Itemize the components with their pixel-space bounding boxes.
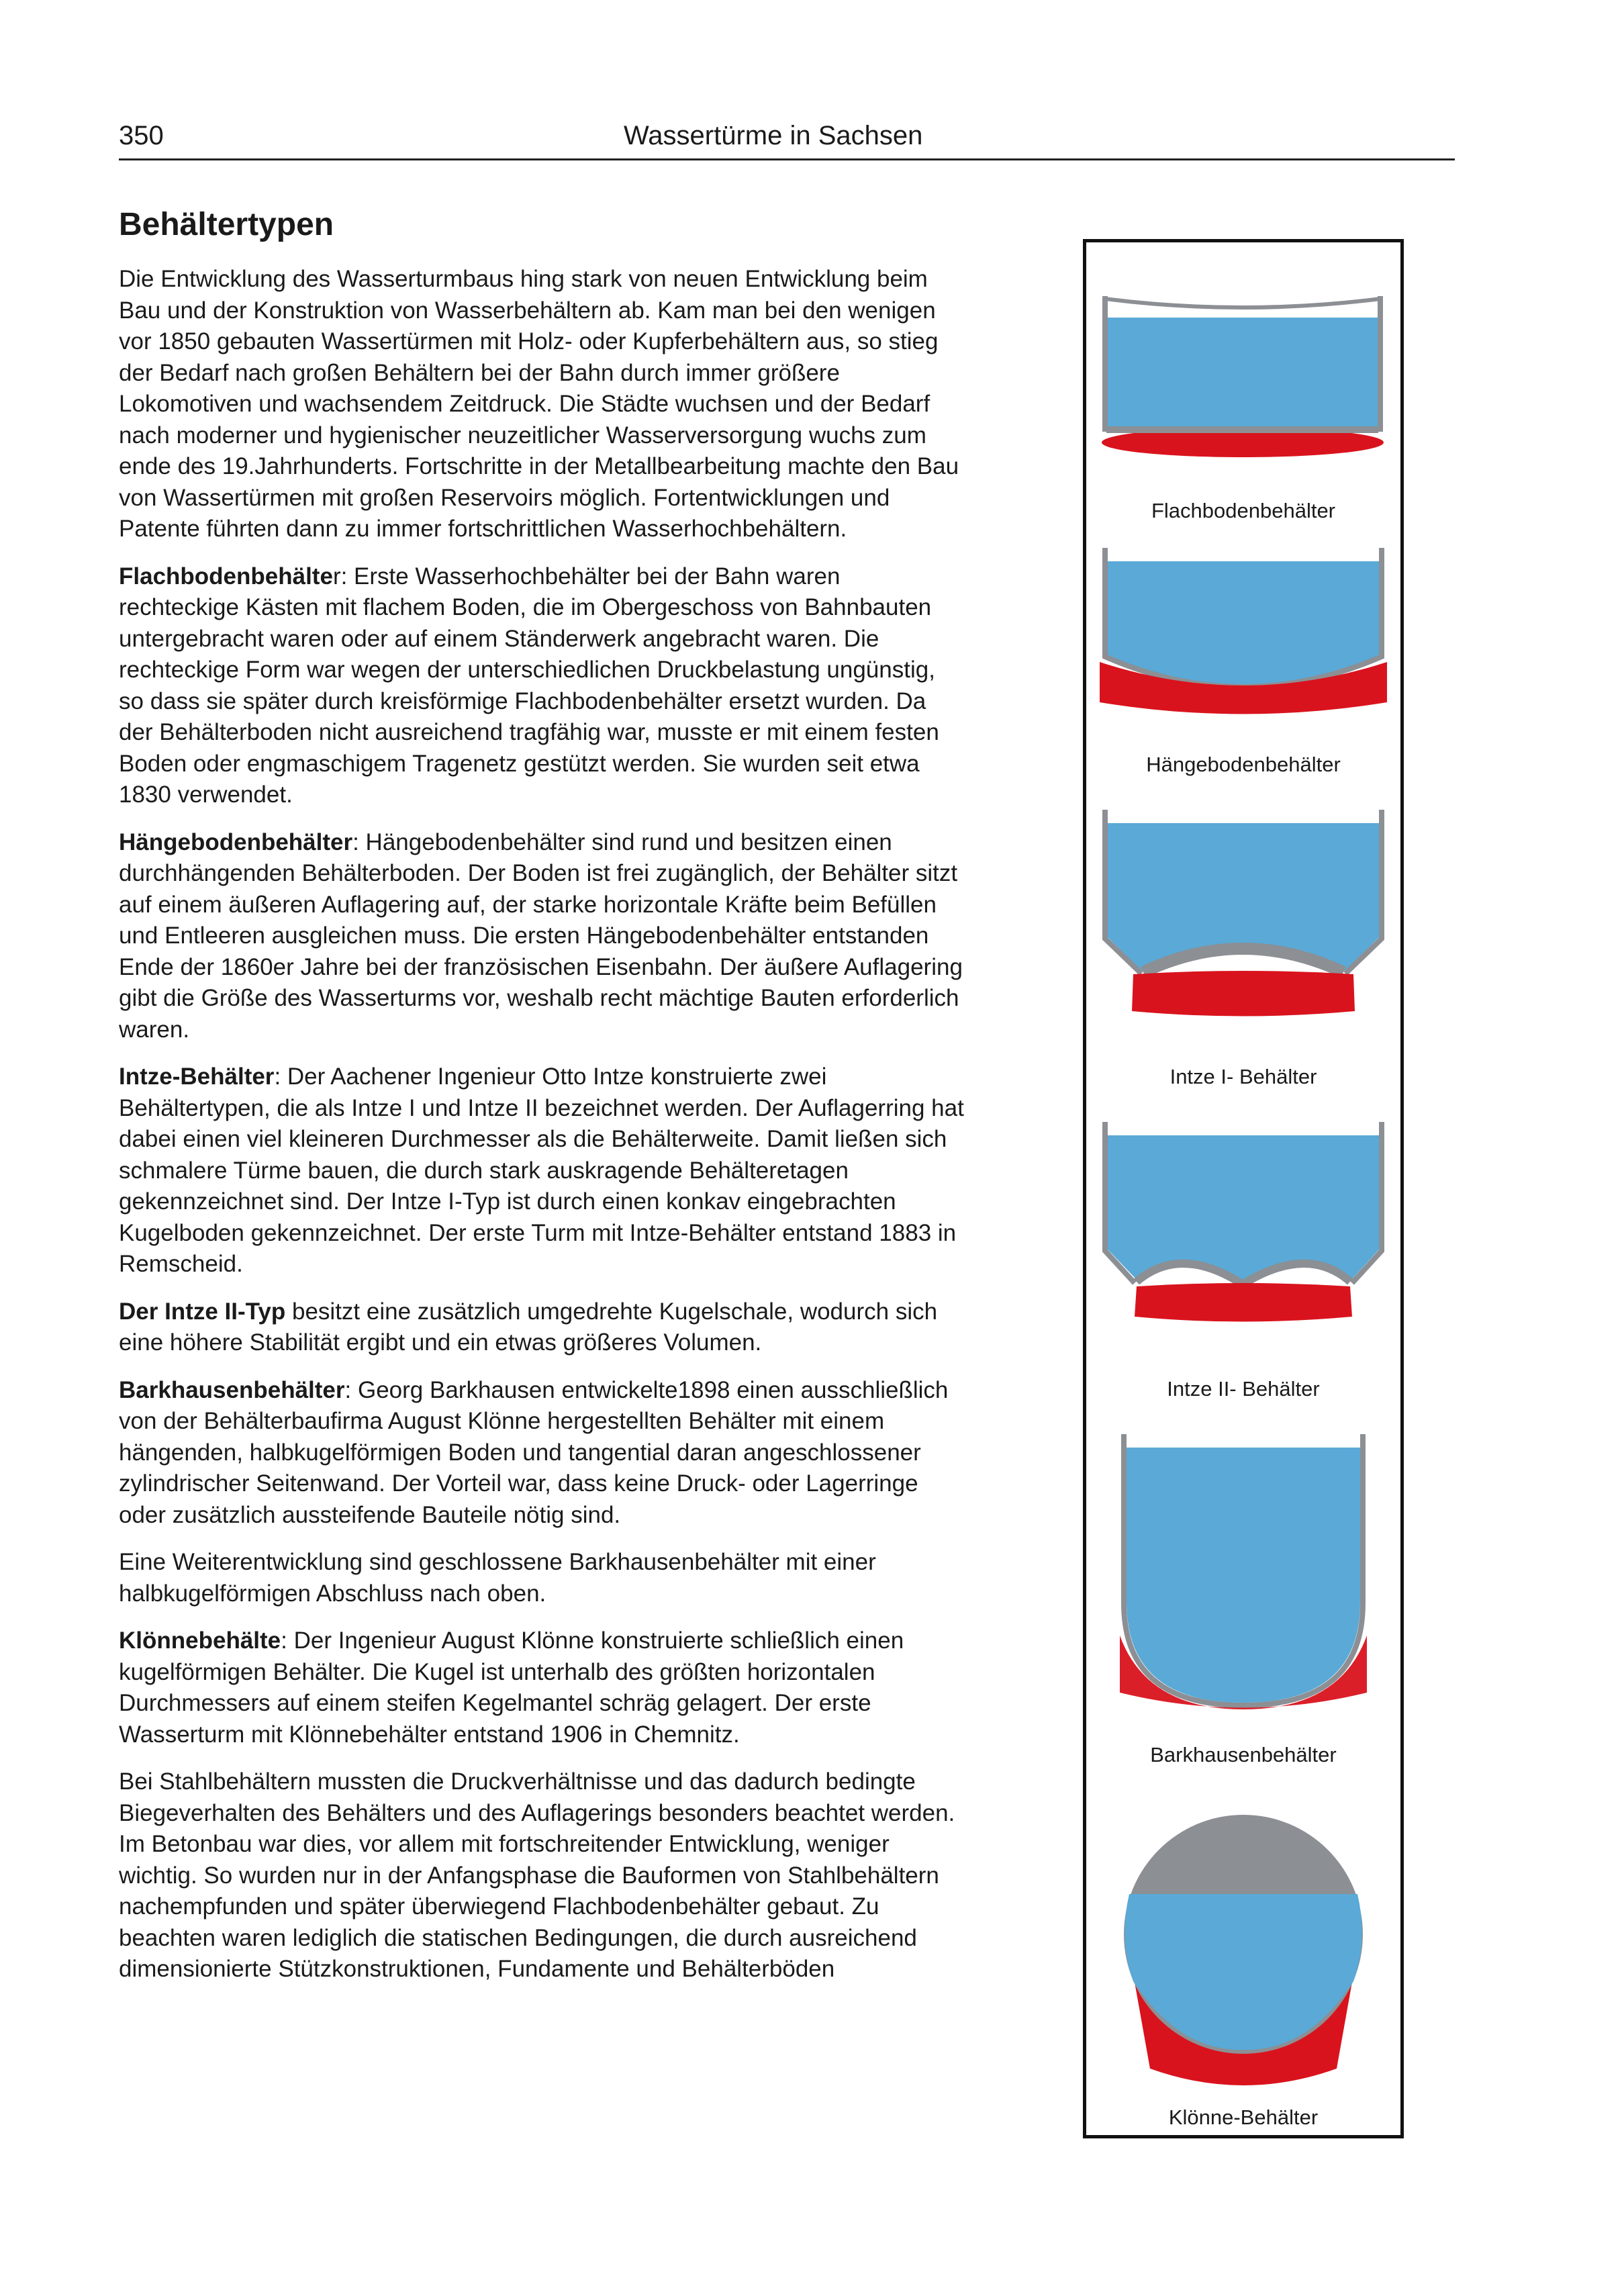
- section-title: Behältertypen: [119, 207, 334, 242]
- caption-intze1: Intze I- Behälter: [1169, 1065, 1317, 1088]
- intze-term: Intze-Behälter: [119, 1063, 275, 1090]
- intze1-diagram: [1086, 803, 1400, 1025]
- intze1-ring: [1132, 971, 1355, 1016]
- barkhausen-text-2: Eine Weiterentwicklung sind geschlossene Barkhausenbehälter mit einer halbkugelförmigen Abschluss nach oben.: [119, 1549, 876, 1607]
- kloenne-diagram: [1086, 1787, 1400, 2102]
- closing-paragraph: [119, 1766, 965, 1985]
- intze-text: : Der Aachener Ingenieur Otto Intze konstruierte zwei Behältertypen, die als Intze I und Intze II bezeichnet werden. Der Auflagerring hat dabei einen viel kleineren Durchmesser als die Behälterweite. Damit ließen sich schmalere Türme bauen, die durch stark auskragende Behälteretagen gekennzeichnet sind. Der Intze I-Typ ist durch einen konkav eingebrachten Kugelboden gekennzeichnet. Der erste Turm mit Intze-Behälter entstand 1883 in Remscheid.: [119, 1063, 964, 1277]
- intze2-term: Der Intze II-Typ: [119, 1298, 286, 1325]
- closing-text: Bei Stahlbehältern mussten die Druckverhältnisse und das dadurch bedingte Biegeverhalten des Behälters und des Auflagerings besonders beachtet werden. Im Betonbau war dies, vor allem mit fortschreitender Entwicklung, weniger wichtig. So wurden nur in der Anfangsphase die Bauformen von Stahlbehältern nachempfunden und später überwiegend Flachbodenbehälter gebaut. Zu beachten waren lediglich die statischen Bedingungen, die durch ausreichend dimensionierte Stützkonstruktionen, Fundamente und Behälterböden: [119, 1768, 955, 1982]
- intze-paragraph: [119, 1061, 965, 1280]
- flachboden-term: Flachbodenbehälte: [119, 563, 333, 589]
- page-header: [119, 118, 1455, 160]
- barkhausen-term: Barkhausenbehälter: [119, 1376, 345, 1403]
- intze2-ring: [1135, 1283, 1352, 1322]
- flachboden-diagram: [1086, 289, 1400, 464]
- intze2-water: [1108, 1135, 1379, 1283]
- flachboden-paragraph: [119, 561, 965, 811]
- kloenne-text: : Der Ingenieur August Klönne konstruierte schließlich einen kugelförmigen Behälter. Die Kugel ist unterhalb des größten horizontalen Durchmessers auf einem steifen Kegelmantel schräg gelagert. Der erste Wasserturm mit Klönnebehälter entstand 1906 in Chemnitz.: [119, 1627, 904, 1748]
- haengeboden-diagram: [1086, 541, 1400, 722]
- haenge-water: [1106, 561, 1380, 685]
- bark-water: [1127, 1448, 1360, 1703]
- intze2-text: besitzt eine zusätzlich umgedrehte Kugelschale, wodurch sich eine höhere Stabilität ergibt und ein etwas größeres Volumen.: [119, 1298, 938, 1356]
- barkhausen-paragraph: [119, 1375, 965, 1531]
- main-text-column: [119, 205, 965, 2001]
- caption-intze2: Intze II- Behälter: [1167, 1377, 1320, 1401]
- intze2-paragraph: [119, 1296, 965, 1359]
- flach-rim: [1105, 299, 1380, 308]
- barkhausen-paragraph-2: [119, 1547, 965, 1609]
- page-number: 350: [119, 121, 164, 150]
- kloenne-paragraph: [119, 1625, 965, 1750]
- tank-types-figure: [1083, 239, 1404, 2138]
- kloenne-term: Klönnebehälte: [119, 1627, 281, 1654]
- flachboden-text: r: Erste Wasserhochbehälter bei der Bahn waren rechteckige Kästen mit flachem Boden, die im Obergeschoss von Bahnbauten untergebracht waren oder auf einem Ständerwerk angebracht waren. Die rechteckige Form war wegen der unterschiedlichen Druckbelastung ungünstig, so dass sie später durch kreisförmige Flachbodenbehälter ersetzt wurden. Da der Behälterboden nicht ausreichend tragfähig war, musste er mit einem festen Boden oder engmaschigem Tragenetz gestützt werden. Sie wurden seit etwa 1830 verwendet.: [119, 563, 939, 808]
- barkhausen-diagram: [1086, 1427, 1400, 1716]
- flach-floor: [1106, 426, 1378, 433]
- flach-water: [1106, 318, 1378, 430]
- haengeboden-paragraph: [119, 827, 965, 1046]
- intze2-diagram: [1086, 1115, 1400, 1330]
- caption-haengeboden: Hängebodenbehälter: [1146, 753, 1341, 776]
- running-title: Wassertürme in Sachsen: [624, 121, 923, 150]
- intro-paragraph: [119, 264, 965, 545]
- caption-flachboden: Flachbodenbehälter: [1151, 499, 1336, 522]
- intro-text: Die Entwicklung des Wasserturmbaus hing stark von neuen Entwicklung beim Bau und der Konstruktion von Wasserbehältern ab. Kam man bei den wenigen vor 1850 gebauten Wassertürmen mit Holz- oder Kupferbehältern aus, so stieg der Bedarf nach großen Behältern bei der Bahn durch immer größere Lokomotiven und wachsendem Zeitdruck. Die Städte wuchsen und der Bedarf nach moderner und hygienischer neuzeitlicher Wasserversorgung wuchs zum ende des 19.Jahrhunderts. Fortschritte in der Metallbearbeitung machte den Bau von Wassertürmen mit großen Reservoirs möglich. Fortentwicklungen und Patente führten dann zu immer fortschrittlichen Wasserhochbehältern.: [119, 266, 959, 542]
- haengeboden-text: : Hängebodenbehälter sind rund und besitzen einen durchhängenden Behälterboden. Der Boden ist frei zugänglich, der Behälter sitzt auf einem äußeren Auflagering auf, der starke horizontale Kräfte beim Befüllen und Entleeren ausgleichen muss. Die ersten Hängebodenbehälter entstanden Ende der 1860er Jahre bei der französischen Eisenbahn. Der äußere Auflagering gibt die Größe des Wasserturms vor, weshalb recht mächtige Bauten erforderlich waren.: [119, 829, 963, 1043]
- caption-barkhausen: Barkhausenbehälter: [1150, 1743, 1337, 1766]
- caption-kloenne: Klönne-Behälter: [1168, 2106, 1319, 2129]
- haengeboden-term: Hängebodenbehälter: [119, 829, 353, 855]
- barkhausen-text: : Georg Barkhausen entwickelte1898 einen ausschließlich von der Behälterbaufirma August Klönne hergestellten Behälter mit einem hängenden, halbkugelförmigen Boden und tangential daran angeschlossener zylindrischer Seitenwand. Der Vorteil war, dass keine Druck- oder Lagerringe oder zusätzlich aussteifende Bauteile nötig sind.: [119, 1376, 949, 1528]
